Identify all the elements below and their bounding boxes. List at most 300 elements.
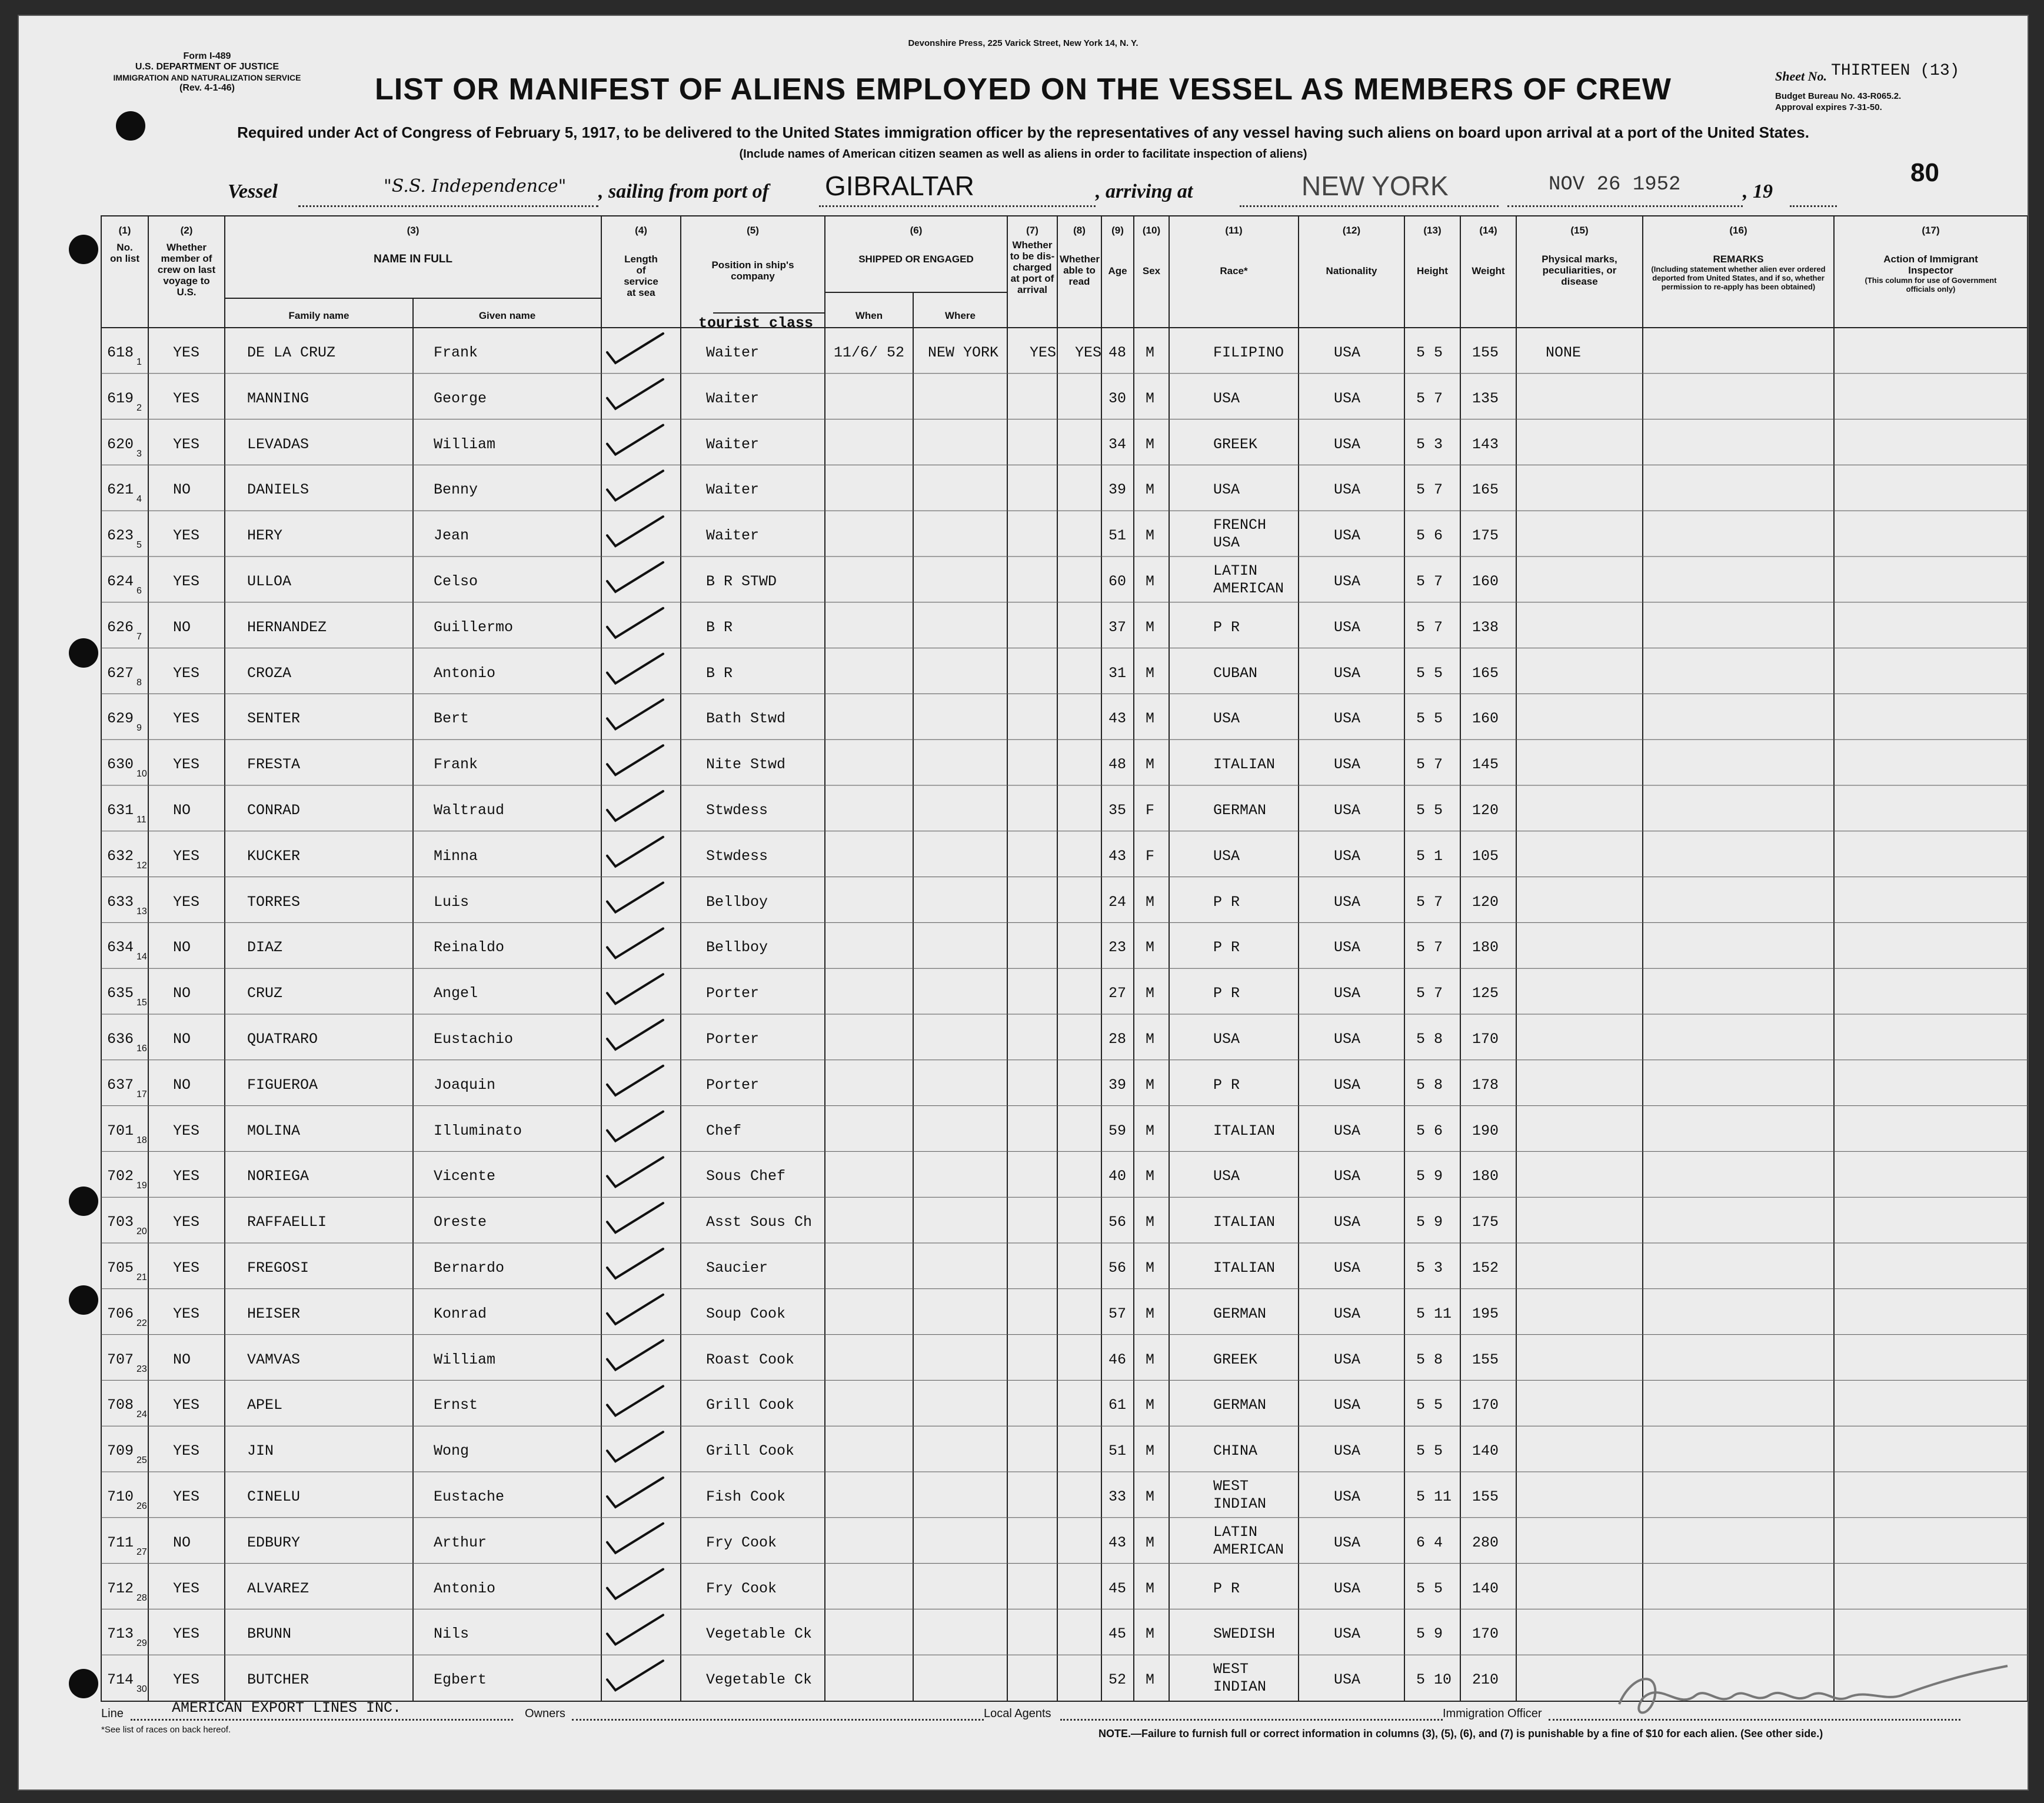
col-10-label: Sex (1142, 265, 1161, 276)
age: 43 (1108, 847, 1127, 865)
col-13-header (1404, 225, 1460, 276)
col-4-header (601, 225, 681, 298)
sex: M (1146, 893, 1155, 911)
sex: M (1146, 1214, 1155, 1231)
given-name-header: Given name (478, 310, 536, 321)
given-name: Egbert (434, 1671, 487, 1689)
list-number: 624 (106, 573, 134, 590)
nationality: USA (1334, 1122, 1361, 1139)
list-number: 702 (106, 1168, 134, 1185)
sex: M (1146, 664, 1155, 682)
list-number: 631 (106, 802, 134, 819)
height: 5 5 (1416, 710, 1443, 728)
position: Soup Cook (706, 1305, 786, 1322)
list-number: 626 (106, 618, 134, 636)
given-name: Ernst (434, 1397, 478, 1414)
col-1-header (101, 225, 148, 264)
list-number: 703 (106, 1214, 134, 1231)
vessel-label: Vessel (228, 181, 278, 202)
height: 5 5 (1416, 664, 1443, 682)
weight: 155 (1472, 1488, 1499, 1505)
service-checkmark (607, 379, 663, 409)
position: Roast Cook (706, 1351, 795, 1368)
sex: M (1146, 435, 1155, 453)
list-number: 620 (106, 435, 134, 453)
position: Vegetable Ck (706, 1625, 813, 1643)
sex: M (1146, 1168, 1155, 1185)
list-number: 712 (106, 1579, 134, 1597)
age: 35 (1108, 802, 1127, 819)
col-14-number: (14) (1479, 225, 1497, 236)
col-9-number: (9) (1111, 225, 1124, 236)
line-number: 27 (137, 1547, 147, 1557)
port-of-arrival: NEW YORK (1301, 171, 1449, 201)
height: 5 9 (1416, 1168, 1443, 1185)
list-number: 621 (106, 481, 134, 499)
family-name: QUATRARO (247, 1031, 318, 1048)
crew-last-voyage: YES (173, 1259, 200, 1277)
height: 5 7 (1416, 985, 1443, 1002)
nationality: USA (1334, 802, 1361, 819)
owners-label: Owners (525, 1707, 565, 1720)
sex: M (1146, 573, 1155, 590)
race-line-2: INDIAN (1213, 1678, 1267, 1696)
list-number: 705 (106, 1259, 134, 1277)
list-number: 708 (106, 1397, 134, 1414)
nationality: USA (1334, 664, 1361, 682)
given-name: Joaquin (434, 1076, 496, 1094)
nationality: USA (1334, 1534, 1361, 1551)
weight: 210 (1472, 1671, 1499, 1689)
crew-last-voyage: YES (173, 344, 200, 361)
weight: 105 (1472, 847, 1499, 865)
weight: 165 (1472, 481, 1499, 499)
family-name: CRUZ (247, 985, 283, 1002)
age: 51 (1108, 1442, 1127, 1460)
arrival-date-stamp: NOV 26 1952 (1549, 174, 1681, 196)
family-name: ALVAREZ (247, 1579, 309, 1597)
col-11-number: (11) (1225, 225, 1243, 236)
crew-last-voyage: NO (173, 1534, 191, 1551)
sex: M (1146, 1579, 1155, 1597)
col-8-label: Whether able to read (1060, 254, 1100, 287)
nationality: USA (1334, 756, 1361, 774)
given-name: Benny (434, 481, 478, 499)
family-name: DE LA CRUZ (247, 344, 336, 361)
sex: M (1146, 1122, 1155, 1139)
family-name: JIN (247, 1442, 274, 1460)
family-name: DANIELS (247, 481, 309, 499)
line-number: 13 (137, 906, 147, 917)
height: 5 10 (1416, 1671, 1452, 1689)
inspector-signature (1607, 1663, 2019, 1728)
list-number: 710 (106, 1488, 134, 1505)
crew-last-voyage: YES (173, 1625, 200, 1643)
position: Waiter (706, 389, 760, 407)
immigration-officer-label: Immigration Officer (1443, 1707, 1542, 1720)
given-name: William (434, 1351, 496, 1368)
line-number: 8 (137, 677, 142, 688)
given-name: Illuminato (434, 1122, 522, 1139)
line-number: 14 (137, 952, 147, 962)
crew-last-voyage: YES (173, 1122, 200, 1139)
age: 39 (1108, 1076, 1127, 1094)
line-number: 15 (137, 998, 147, 1008)
family-name: TORRES (247, 893, 301, 911)
position: B R (706, 664, 733, 682)
crew-last-voyage: YES (173, 710, 200, 728)
race: P R (1213, 939, 1240, 957)
height: 5 8 (1416, 1076, 1443, 1094)
line-number: 6 (137, 586, 142, 596)
col-6-label: SHIPPED OR ENGAGED (858, 254, 974, 265)
col-17-label: Action of Immigrant Inspector (1883, 254, 1978, 276)
line-number: 2 (137, 402, 142, 413)
crew-last-voyage: YES (173, 1397, 200, 1414)
crew-last-voyage: YES (173, 1305, 200, 1322)
service-checkmark (607, 1020, 663, 1049)
race: USA (1213, 1168, 1240, 1185)
race: USA (1213, 847, 1240, 865)
age: 33 (1108, 1488, 1127, 1505)
col-17-number: (17) (1922, 225, 1940, 236)
col-7-number: (7) (1026, 225, 1038, 236)
weight: 175 (1472, 1214, 1499, 1231)
race: LATIN (1213, 1523, 1258, 1541)
race: USA (1213, 389, 1240, 407)
shipped-where-header: Where (945, 310, 976, 321)
col-11-header (1169, 225, 1299, 276)
crew-last-voyage: NO (173, 1076, 191, 1094)
race-line-2: AMERICAN (1213, 580, 1284, 597)
given-name: Celso (434, 573, 478, 590)
height: 5 7 (1416, 481, 1443, 499)
family-name: CONRAD (247, 802, 301, 819)
sex: M (1146, 1625, 1155, 1643)
family-name: BUTCHER (247, 1671, 309, 1689)
given-name: Angel (434, 985, 478, 1002)
nationality: USA (1334, 985, 1361, 1002)
shipped-where: NEW YORK (928, 344, 999, 361)
weight: 152 (1472, 1259, 1499, 1277)
col-13-number: (13) (1423, 225, 1442, 236)
height: 5 9 (1416, 1625, 1443, 1643)
weight: 165 (1472, 664, 1499, 682)
age: 24 (1108, 893, 1127, 911)
col-5-number: (5) (747, 225, 759, 236)
col-12-header (1299, 225, 1404, 276)
physical-marks: NONE (1546, 344, 1582, 361)
service-checkmark (607, 1661, 663, 1690)
given-name: Jean (434, 527, 470, 545)
crew-last-voyage: YES (173, 435, 200, 453)
line-number: 5 (137, 540, 142, 551)
sex: M (1146, 1534, 1155, 1551)
col-7-header (1007, 225, 1057, 295)
nationality: USA (1334, 1442, 1361, 1460)
col-17-sublabel: (This column for use of Government officials only) (1865, 276, 1997, 294)
age: 30 (1108, 389, 1127, 407)
age: 43 (1108, 710, 1127, 728)
race: GERMAN (1213, 1305, 1267, 1322)
race: FILIPINO (1213, 344, 1284, 361)
age: 48 (1108, 756, 1127, 774)
height: 5 8 (1416, 1031, 1443, 1048)
race: P R (1213, 1579, 1240, 1597)
sex: M (1146, 710, 1155, 728)
weight: 195 (1472, 1305, 1499, 1322)
position: Bellboy (706, 893, 768, 911)
age: 45 (1108, 1625, 1127, 1643)
crew-last-voyage: NO (173, 1031, 191, 1048)
age: 45 (1108, 1579, 1127, 1597)
height: 5 6 (1416, 527, 1443, 545)
age: 52 (1108, 1671, 1127, 1689)
nationality: USA (1334, 618, 1361, 636)
race: CHINA (1213, 1442, 1258, 1460)
sex: M (1146, 1031, 1155, 1048)
age: 34 (1108, 435, 1127, 453)
nationality: USA (1334, 527, 1361, 545)
line-number: 23 (137, 1364, 147, 1374)
weight: 178 (1472, 1076, 1499, 1094)
position: Waiter (706, 527, 760, 545)
sex: F (1146, 847, 1155, 865)
col-4-number: (4) (635, 225, 647, 236)
col-6-number: (6) (910, 225, 923, 236)
col-9-label: Age (1108, 265, 1127, 276)
race: ITALIAN (1213, 756, 1276, 774)
crew-last-voyage: NO (173, 939, 191, 957)
service-checkmark (607, 334, 663, 363)
sex: M (1146, 1305, 1155, 1322)
family-name: CROZA (247, 664, 292, 682)
height: 5 7 (1416, 756, 1443, 774)
nationality: USA (1334, 1579, 1361, 1597)
given-name: Waltraud (434, 802, 505, 819)
service-checkmark (607, 562, 663, 592)
race: GERMAN (1213, 802, 1267, 819)
position: Nite Stwd (706, 756, 786, 774)
family-name: HERY (247, 527, 283, 545)
height: 5 5 (1416, 802, 1443, 819)
col-8-number: (8) (1073, 225, 1086, 236)
crew-last-voyage: NO (173, 1351, 191, 1368)
service-checkmark (607, 1066, 663, 1095)
form-number: Form I-489 (183, 51, 231, 61)
weight: 160 (1472, 573, 1499, 590)
race: P R (1213, 1076, 1240, 1094)
crew-last-voyage: YES (173, 1214, 200, 1231)
approval-expiry: Approval expires 7-31-50. (1775, 102, 1882, 112)
family-name-header: Family name (288, 310, 349, 321)
height: 5 11 (1416, 1488, 1452, 1505)
shipped-when-header: When (855, 310, 883, 321)
list-number: 637 (106, 1076, 134, 1094)
given-name: Minna (434, 847, 478, 865)
sex: M (1146, 939, 1155, 957)
race: P R (1213, 985, 1240, 1002)
line-number: 29 (137, 1638, 147, 1649)
line-number: 19 (137, 1181, 147, 1191)
col-2-label: Whether member of crew on last voyage to U.S. (157, 242, 216, 298)
sex: M (1146, 527, 1155, 545)
sex: F (1146, 802, 1155, 819)
service-checkmark (607, 516, 663, 546)
col-3-label: NAME IN FULL (373, 253, 453, 265)
col-5-label: Position in ship's company (711, 259, 794, 282)
race: GERMAN (1213, 1397, 1267, 1414)
vessel-name: "S.S. Independence" (384, 176, 567, 196)
department-name: U.S. DEPARTMENT OF JUSTICE (135, 62, 279, 72)
col-15-label: Physical marks, peculiarities, or disease (1542, 254, 1617, 287)
line-number: 12 (137, 860, 147, 871)
col-8-header (1057, 225, 1101, 287)
crew-last-voyage: NO (173, 618, 191, 636)
sex: M (1146, 1671, 1155, 1689)
nationality: USA (1334, 1671, 1361, 1689)
service-checkmark (607, 1112, 663, 1141)
height: 5 9 (1416, 1214, 1443, 1231)
col-5-header (681, 225, 825, 282)
race: USA (1213, 481, 1240, 499)
race-footnote: *See list of races on back hereof. (101, 1725, 231, 1735)
list-number: 634 (106, 939, 134, 957)
col-11-label: Race* (1220, 265, 1248, 276)
given-name: George (434, 389, 487, 407)
service-checkmark (607, 699, 663, 729)
race: P R (1213, 618, 1240, 636)
form-subtitle-note: (Include names of American citizen seamen as well as aliens in order to facilitate inspection of aliens) (739, 148, 1307, 161)
family-name: BRUNN (247, 1625, 292, 1643)
service-checkmark (607, 1524, 663, 1553)
local-agents-label: Local Agents (984, 1707, 1051, 1720)
position: Saucier (706, 1259, 768, 1277)
position-subheader-tourist-class: tourist class (698, 315, 814, 332)
col-1-label: No. on list (109, 242, 140, 264)
given-name: Bernardo (434, 1259, 505, 1277)
col-14-label: Weight (1472, 265, 1505, 276)
col-9-header (1101, 225, 1134, 276)
race: WEST (1213, 1478, 1249, 1495)
given-name: Arthur (434, 1534, 487, 1551)
crew-last-voyage: YES (173, 847, 200, 865)
weight: 155 (1472, 1351, 1499, 1368)
weight: 138 (1472, 618, 1499, 636)
age: 59 (1108, 1122, 1127, 1139)
sex: M (1146, 1351, 1155, 1368)
crew-last-voyage: YES (173, 893, 200, 911)
weight: 170 (1472, 1397, 1499, 1414)
weight: 180 (1472, 1168, 1499, 1185)
port-of-departure: GIBRALTAR (825, 171, 974, 201)
nationality: USA (1334, 1305, 1361, 1322)
service-checkmark (607, 745, 663, 775)
family-name: ULLOA (247, 573, 292, 590)
page-number: 80 (1910, 158, 1939, 187)
position: Fry Cook (706, 1579, 777, 1597)
height: 5 8 (1416, 1351, 1443, 1368)
family-name: DIAZ (247, 939, 283, 957)
service-checkmark (607, 883, 663, 912)
weight: 143 (1472, 435, 1499, 453)
family-name: VAMVAS (247, 1351, 301, 1368)
weight: 170 (1472, 1031, 1499, 1048)
list-number: 706 (106, 1305, 134, 1322)
family-name: FREGOSI (247, 1259, 309, 1277)
age: 56 (1108, 1214, 1127, 1231)
line-label: Line (101, 1707, 124, 1720)
arriving-at-label: , arriving at (1096, 181, 1193, 202)
sex: M (1146, 1397, 1155, 1414)
col-2-header (148, 225, 225, 298)
weight: 120 (1472, 893, 1499, 911)
height: 5 5 (1416, 1442, 1443, 1460)
service-checkmark (607, 1615, 663, 1644)
form-revision: (Rev. 4-1-46) (179, 83, 235, 93)
nationality: USA (1334, 1625, 1361, 1643)
service-checkmark (607, 654, 663, 684)
line-number: 20 (137, 1227, 147, 1237)
age: 46 (1108, 1351, 1127, 1368)
position: Porter (706, 985, 760, 1002)
age: 57 (1108, 1305, 1127, 1322)
crew-last-voyage: YES (173, 1168, 200, 1185)
weight: 140 (1472, 1442, 1499, 1460)
race: GREEK (1213, 435, 1258, 453)
service-checkmark (607, 425, 663, 455)
race: ITALIAN (1213, 1122, 1276, 1139)
list-number: 627 (106, 664, 134, 682)
service-checkmark (607, 1432, 663, 1461)
position: B R STWD (706, 573, 777, 590)
position: Waiter (706, 435, 760, 453)
sex: M (1146, 1488, 1155, 1505)
given-name: Konrad (434, 1305, 487, 1322)
position: Sous Chef (706, 1168, 786, 1185)
line-number: 28 (137, 1592, 147, 1603)
col-10-number: (10) (1142, 225, 1161, 236)
position: Fry Cook (706, 1534, 777, 1551)
race: ITALIAN (1213, 1214, 1276, 1231)
line-number: 30 (137, 1684, 147, 1695)
position: B R (706, 618, 733, 636)
nationality: USA (1334, 1397, 1361, 1414)
race-line-2: AMERICAN (1213, 1541, 1284, 1558)
position: Grill Cook (706, 1397, 795, 1414)
age: 40 (1108, 1168, 1127, 1185)
position: Waiter (706, 481, 760, 499)
nationality: USA (1334, 939, 1361, 957)
col-16-sublabel: (Including statement whether alien ever ordered deported from United States, and if so, whether permission to re-apply has been obtained) (1651, 265, 1826, 291)
col-6-header (825, 225, 1007, 265)
nationality: USA (1334, 573, 1361, 590)
line-number: 18 (137, 1135, 147, 1145)
col-12-label: Nationality (1326, 265, 1377, 276)
list-number: 711 (106, 1534, 134, 1551)
nationality: USA (1334, 1351, 1361, 1368)
service-checkmark (607, 837, 663, 866)
list-number: 629 (106, 710, 134, 728)
age: 51 (1108, 527, 1127, 545)
position: Bellboy (706, 939, 768, 957)
height: 5 7 (1416, 389, 1443, 407)
given-name: Eustachio (434, 1031, 514, 1048)
crew-last-voyage: YES (173, 527, 200, 545)
race: WEST (1213, 1661, 1249, 1678)
line-number: 10 (137, 769, 147, 779)
col-17-header (1834, 225, 2028, 294)
